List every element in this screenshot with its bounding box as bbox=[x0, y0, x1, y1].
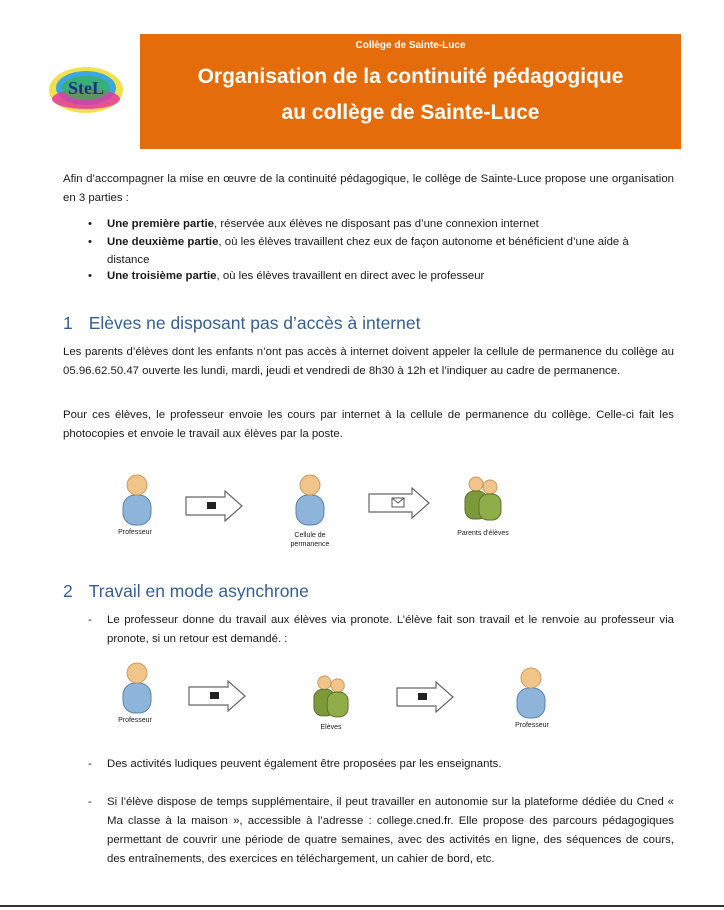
dash-icon: - bbox=[88, 758, 92, 770]
section-2-heading bbox=[63, 581, 309, 602]
item-text: Le professeur donne du travail aux élèves via pronote. L’élève fait son travail et le renvoie au professeur via pronote, si un retour est demandé. : bbox=[107, 614, 674, 645]
part-title: Une troisième partie bbox=[107, 270, 217, 282]
arrow-mail-icon bbox=[185, 490, 243, 522]
person-professeur-right-icon bbox=[511, 664, 551, 720]
page-title-line1: Organisation de la continuité pédagogique bbox=[197, 65, 624, 88]
label-professeur-right: Professeur bbox=[515, 722, 549, 729]
dash-icon: - bbox=[88, 614, 92, 626]
bullet-icon: • bbox=[88, 218, 92, 230]
person-professeur-icon bbox=[117, 471, 157, 527]
group-parents-icon bbox=[463, 473, 503, 521]
person-professeur-left-icon bbox=[117, 659, 157, 715]
school-logo bbox=[48, 66, 124, 114]
section-2-item-1 bbox=[88, 611, 674, 649]
arrow-mail-icon bbox=[188, 680, 246, 712]
intro-paragraph: Afin d’accompagner la mise en œuvre de la continuité pédagogique, le collège de Sainte-Luce propose une organisation en 3 parties : bbox=[63, 173, 674, 204]
arrow-mail-icon bbox=[396, 681, 454, 713]
label-cellule-line1: Cellule de bbox=[294, 532, 326, 539]
label-cellule-line2: permanence bbox=[290, 541, 330, 548]
school-name: Collège de Sainte-Luce bbox=[355, 40, 466, 51]
section-1-paragraph-2: Pour ces élèves, le professeur envoie les cours par internet à la cellule de permanence du collège. Celle-ci fait les photocopies et envoie le travail aux élèves par la poste. bbox=[63, 409, 674, 440]
person-cellule-icon bbox=[290, 471, 330, 527]
part-text: , réservée aux élèves ne disposant pas d’une connexion internet bbox=[214, 218, 539, 230]
section-title: Travail en mode asynchrone bbox=[88, 581, 309, 601]
label-parents: Parents d'élèves bbox=[457, 530, 509, 537]
section-1-heading bbox=[63, 313, 420, 334]
section-title: Elèves ne disposant pas d’accès à internet bbox=[88, 313, 421, 333]
label-professeur-left: Professeur bbox=[118, 717, 152, 724]
item-text: Des activités ludiques peuvent également être proposées par les enseignants. bbox=[107, 758, 502, 770]
arrow-envelope-icon bbox=[368, 487, 430, 519]
bullet-icon: • bbox=[88, 270, 92, 282]
part-text: , où les élèves travaillent en direct avec le professeur bbox=[216, 270, 485, 282]
page-title-line2: au collège de Sainte-Luce bbox=[281, 101, 540, 124]
page-bottom-rule bbox=[0, 905, 724, 907]
label-eleves: Elèves bbox=[320, 724, 342, 731]
item-text: Si l’élève dispose de temps supplémentaire, il peut travailler en autonomie sur la plateforme dédiée du Cned « Ma classe à la maison », accessible à l’adresse : college.cned.fr. Elle propose des parcours pédagogiques permettant de couvrir une période de quatre semaines, avec des activités en ligne, des séquences de cours, des entraînements, des exercices en téléchargement, un cahier de bord, etc. bbox=[107, 796, 674, 865]
section-2-item-3 bbox=[88, 793, 674, 869]
section-1-paragraph-1: Les parents d’élèves dont les enfants n’ont pas accès à internet doivent appeler la cellule de permanence du collège au 05.96.62.50.47 ouverte les lundi, mardi, jeudi et vendredi de 8h30 à 12h et l’indiquer au cadre de permanence. bbox=[63, 346, 674, 377]
part-item-1 bbox=[88, 215, 674, 233]
logo-text: SteL bbox=[68, 78, 104, 98]
header-banner bbox=[140, 34, 681, 149]
section-number: 2 bbox=[63, 581, 73, 601]
part-item-2 bbox=[88, 233, 674, 269]
part-title: Une première partie bbox=[107, 218, 214, 230]
section-2-item-2 bbox=[88, 755, 674, 774]
group-eleves-icon bbox=[312, 672, 350, 718]
dash-icon: - bbox=[88, 796, 92, 808]
label-cellule bbox=[275, 531, 345, 549]
section-number: 1 bbox=[63, 313, 73, 333]
bullet-icon: • bbox=[88, 236, 92, 248]
label-professeur: Professeur bbox=[118, 529, 152, 536]
part-title: Une deuxième partie bbox=[107, 236, 219, 248]
part-item-3 bbox=[88, 267, 674, 285]
part-text: , où les élèves travaillent chez eux de façon autonome et bénéficient d’une aide à distance bbox=[107, 236, 629, 266]
